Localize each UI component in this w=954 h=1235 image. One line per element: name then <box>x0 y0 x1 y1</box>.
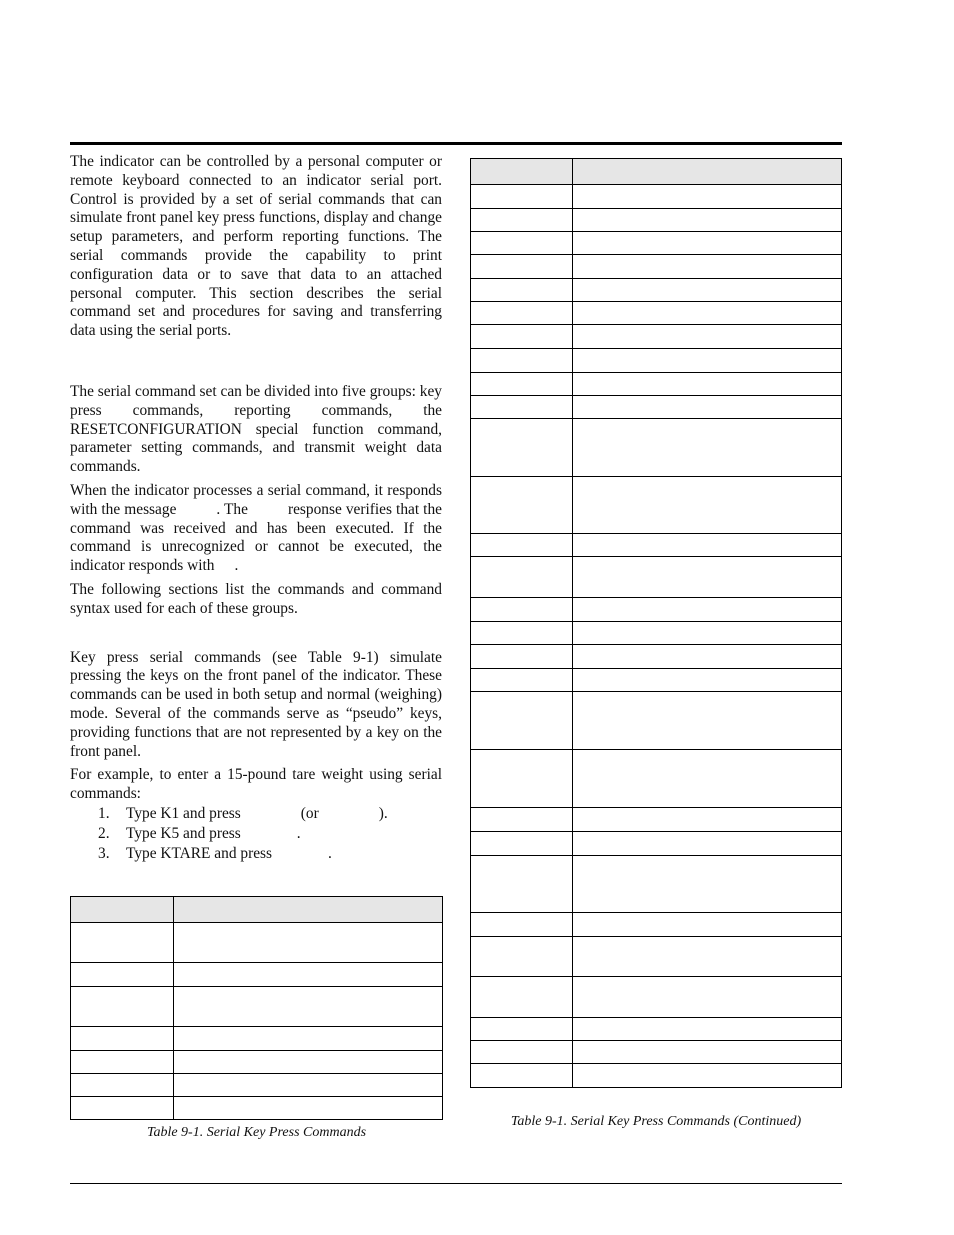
table-row <box>471 349 842 373</box>
header-rule <box>70 142 842 145</box>
command-set-paragraph-3: The following sections list the commands and command syntax used for each of these groups. <box>70 580 442 617</box>
table-row <box>471 419 842 477</box>
table-row <box>471 325 842 349</box>
table-row <box>471 913 842 937</box>
table-row <box>71 1027 443 1051</box>
command-set-paragraph-2: When the indicator processes a serial command, it responds with the message . The response verifies that the command was received and has been executed. If the command is unrecognized or cannot be executed, the indicator responds with . <box>70 481 442 575</box>
table-row <box>471 557 842 598</box>
table-row <box>471 477 842 534</box>
command-set-paragraph-1: The serial command set can be divided into five groups: key press commands, reporting commands, the RESETCONFIGURATION special function command, parameter setting commands, and transmit weight data commands. <box>70 382 442 476</box>
table-row <box>71 923 443 963</box>
table-row <box>471 209 842 232</box>
table-row <box>71 1074 443 1097</box>
table-row <box>471 669 842 692</box>
table-row <box>471 832 842 856</box>
table-row <box>471 232 842 255</box>
table-row <box>471 1018 842 1041</box>
table-row <box>471 373 842 396</box>
table-row <box>471 598 842 622</box>
key-press-paragraph-2: For example, to enter a 15-pound tare weight using serial commands: <box>70 766 442 803</box>
table-row <box>471 302 842 325</box>
table-row <box>471 1041 842 1064</box>
key-press-commands-table-continued <box>470 158 842 1088</box>
table-row <box>471 692 842 750</box>
key-press-paragraph-1: Key press serial commands (see Table 9-1) simulate pressing the keys on the front panel of the indicator. These commands can be used in both setup and normal (weighing) mode. Several of the commands serve as “pseudo” keys, providing functions that are not represented by a key on the front panel. <box>70 648 442 760</box>
table-header-row <box>471 159 842 185</box>
table1-caption: Table 9-1. Serial Key Press Commands <box>146 1125 367 1140</box>
table-row <box>471 185 842 209</box>
table-row <box>471 622 842 645</box>
table-row <box>471 977 842 1018</box>
table-row <box>71 987 443 1027</box>
table-row <box>471 750 842 808</box>
table-row <box>471 645 842 669</box>
table-row <box>71 963 443 987</box>
list-item: 2. Type K5 and press . <box>98 824 301 842</box>
table-header-row <box>71 897 443 923</box>
left-column <box>70 153 442 864</box>
table-row <box>471 255 842 279</box>
table-row <box>71 1097 443 1120</box>
table2-caption: Table 9-1. Serial Key Press Commands (Continued) <box>510 1114 802 1129</box>
table-row <box>471 396 842 419</box>
table-row <box>471 937 842 977</box>
footer-rule <box>70 1183 842 1184</box>
list-item: 3. Type KTARE and press . <box>98 844 332 862</box>
table-row <box>71 1051 443 1074</box>
key-press-commands-table <box>70 896 443 1120</box>
table-row <box>471 279 842 302</box>
table-row <box>471 1064 842 1088</box>
key-press-steps <box>70 804 442 864</box>
list-item: 1. Type K1 and press (or ). <box>98 804 388 822</box>
table-row <box>471 534 842 557</box>
intro-paragraph: The indicator can be controlled by a personal computer or remote keyboard connected to an indicator serial port. Control is provided by a set of serial commands that can simulate front panel key press functions, display and change setup parameters, and perform reporting functions. The serial commands provide the capability to print configuration data or to save that data to an attached personal computer. This section describes the serial command set and procedures for saving and transferring data using the serial ports. <box>70 153 442 340</box>
table-row <box>471 808 842 832</box>
table-row <box>471 856 842 913</box>
